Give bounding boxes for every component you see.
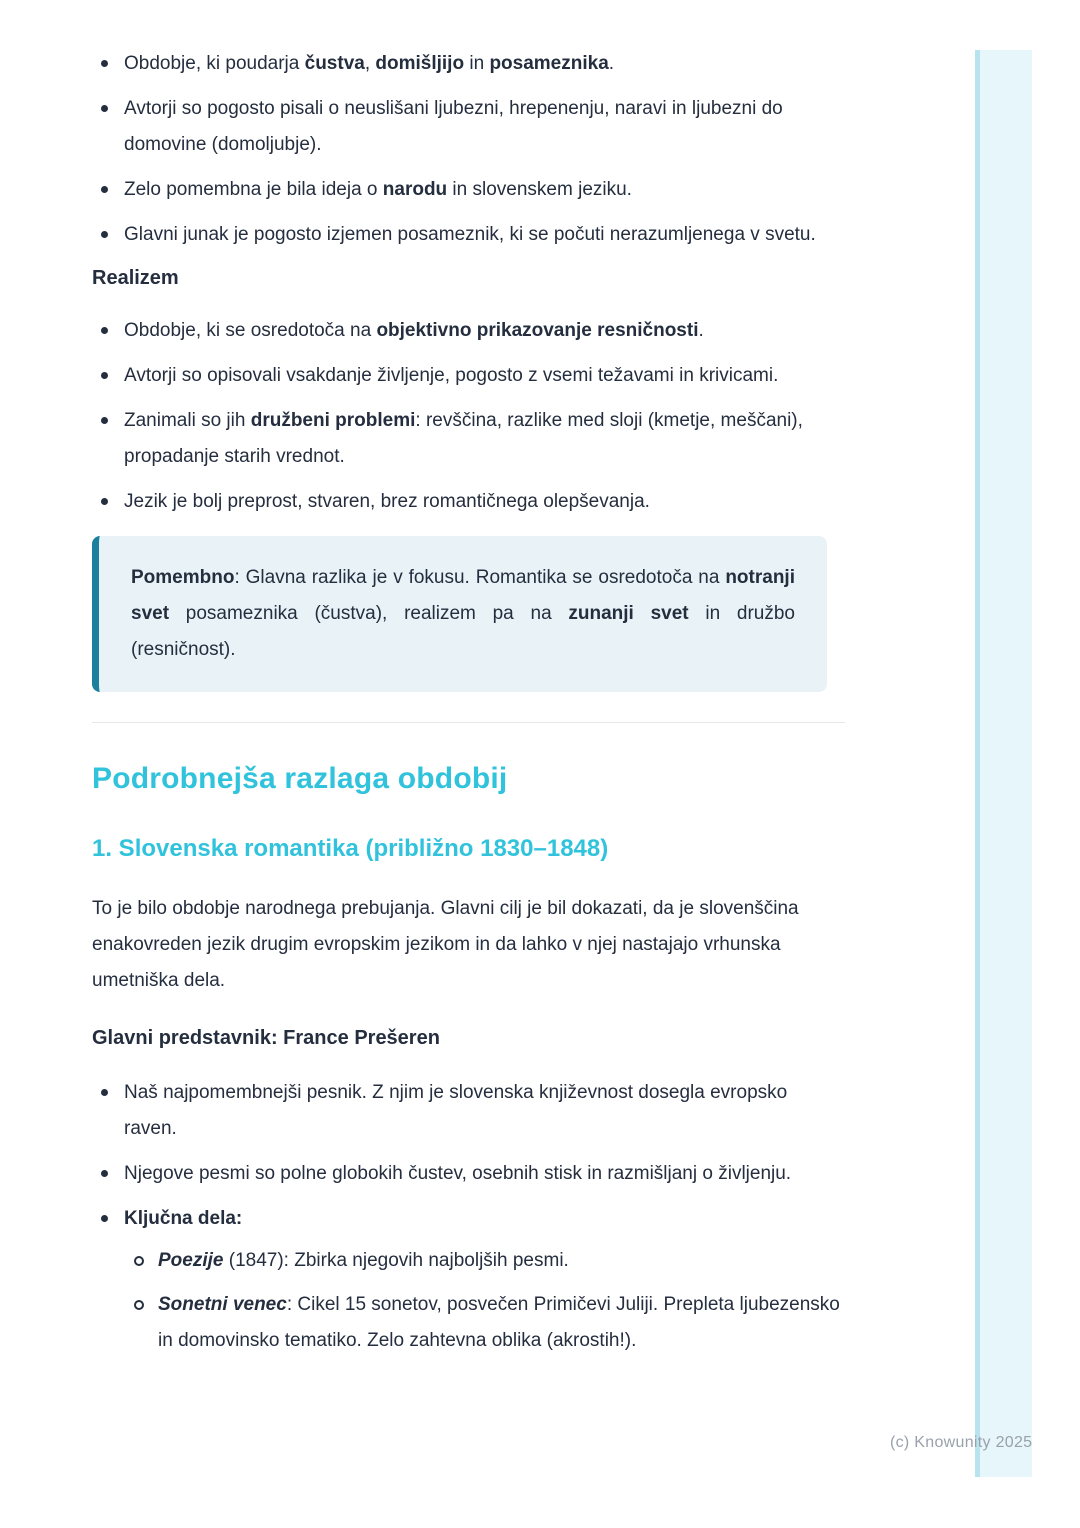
preseren-bullet-list	[92, 1075, 845, 1359]
list-item: Naš najpomembnejši pesnik. Z njim je slovenska književnost dosegla evropsko raven.	[124, 1075, 845, 1147]
romantika-bullet-list	[92, 46, 845, 253]
list-item: Njegove pesmi so polne globokih čustev, osebnih stisk in razmišljanj o življenju.	[124, 1156, 845, 1192]
list-item	[124, 1201, 845, 1359]
intro-paragraph: To je bilo obdobje narodnega prebujanja. Glavni cilj je bil dokazati, da je slovenščina enakovreden jezik drugim evropskim jezikom in da lahko v njej nastajajo vrhunska umetniška dela.	[92, 898, 799, 991]
document-content	[92, 46, 845, 1368]
section-divider	[92, 722, 845, 723]
list-item: Glavni junak je pogosto izjemen posameznik, ki se počuti nerazumljenega v svetu.	[124, 217, 845, 253]
representative-heading: Glavni predstavnik: France Prešeren	[92, 1027, 440, 1049]
page-side-stripe	[975, 50, 1032, 1477]
list-item: Zelo pomembna je bila ideja o narodu in slovenskem jeziku.	[124, 172, 845, 208]
page-watermark: (c) Knowunity 2025	[890, 1434, 1033, 1451]
list-item: Avtorji so opisovali vsakdanje življenje, pogosto z vsemi težavami in krivicami.	[124, 358, 845, 394]
subsection-heading: 1. Slovenska romantika (približno 1830–1848)	[92, 835, 609, 862]
realizem-heading: Realizem	[92, 267, 179, 289]
important-callout	[92, 536, 827, 692]
list-item: Obdobje, ki se osredotoča na objektivno prikazovanje resničnosti.	[124, 313, 845, 349]
list-item: Obdobje, ki poudarja čustva, domišljijo in posameznika.	[124, 46, 845, 82]
key-works-sublist	[124, 1243, 845, 1359]
key-works-label: Ključna dela:	[124, 1208, 243, 1229]
list-item: Jezik je bolj preprost, stvaren, brez romantičnega olepševanja.	[124, 484, 845, 520]
sub-list-item: Sonetni venec: Cikel 15 sonetov, posvečen Primičevi Juliji. Prepleta ljubezensko in domovinsko tematiko. Zelo zahtevna oblika (akrostih!).	[158, 1287, 845, 1359]
realizem-bullet-list	[92, 313, 845, 520]
section-heading: Podrobnejša razlaga obdobij	[92, 762, 508, 795]
list-item: Avtorji so pogosto pisali o neuslišani ljubezni, hrepenenju, naravi in ljubezni do domovine (domoljubje).	[124, 91, 845, 163]
callout-text: Pomembno: Glavna razlika je v fokusu. Romantika se osredotoča na notranji svet posameznika (čustva), realizem pa na zunanji svet in družbo (resničnost).	[131, 567, 795, 660]
sub-list-item: Poezije (1847): Zbirka njegovih najboljših pesmi.	[158, 1243, 845, 1279]
list-item: Zanimali so jih družbeni problemi: revščina, razlike med sloji (kmetje, meščani), propadanje starih vrednot.	[124, 403, 845, 475]
